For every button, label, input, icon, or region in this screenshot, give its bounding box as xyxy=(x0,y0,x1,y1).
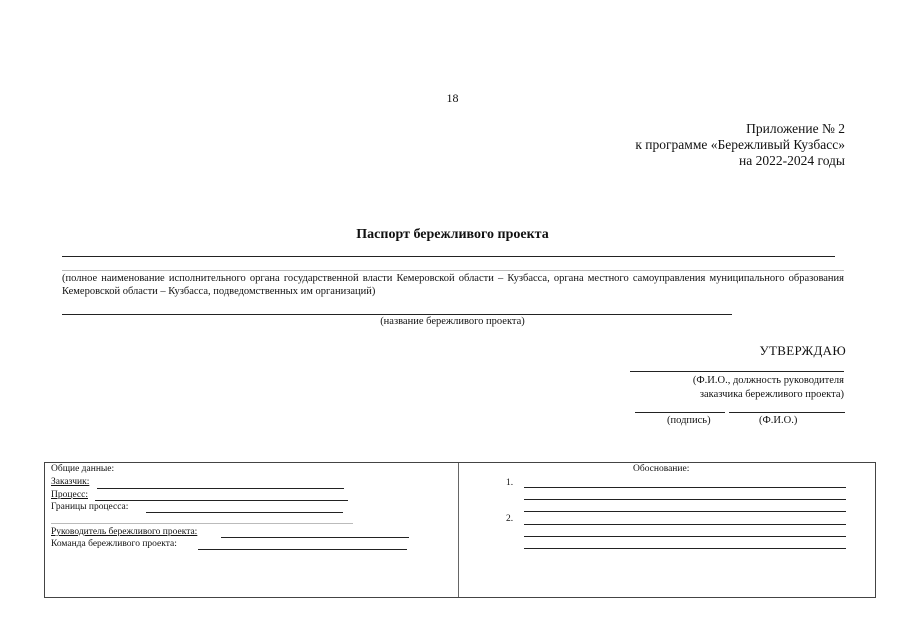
appendix-line-2: к программе «Бережливый Кузбасс» xyxy=(635,137,845,152)
customer-label: Заказчик: xyxy=(51,477,90,487)
process-field-line[interactable] xyxy=(95,500,348,501)
rationale-item-1-number: 1. xyxy=(506,478,514,488)
approver-caption-line-1: (Ф.И.О., должность руководителя xyxy=(692,375,844,386)
approve-heading: УТВЕРЖДАЮ xyxy=(759,343,846,358)
project-leader-field-line[interactable] xyxy=(221,537,409,538)
project-name-caption: (название бережливого проекта) xyxy=(380,316,525,327)
table-column-divider xyxy=(458,463,459,597)
fio-label: (Ф.И.О.) xyxy=(759,415,798,426)
project-name-line xyxy=(62,314,732,315)
appendix-line-3: на 2022-2024 годы xyxy=(739,153,845,168)
document-title: Паспорт бережливого проекта xyxy=(356,227,549,242)
org-name-line-2 xyxy=(62,270,844,271)
rationale-heading: Обоснование: xyxy=(633,464,690,474)
appendix-block xyxy=(635,121,845,169)
general-separator-line xyxy=(51,523,353,524)
signature-line xyxy=(635,412,725,413)
passport-table xyxy=(44,462,876,598)
general-data-heading: Общие данные: xyxy=(51,464,115,474)
project-leader-label: Руководитель бережливого проекта: xyxy=(51,527,198,537)
org-name-caption: (полное наименование исполнительного органа государственной власти Кемеровской области – Кузбасса, органа местного самоуправления муниципального образования Кемеровской области – Кузбасса, подведомственных им организаций) xyxy=(62,273,844,297)
appendix-line-1: Приложение № 2 xyxy=(746,121,845,136)
signature-label: (подпись) xyxy=(667,415,711,426)
rationale-item-2-line-3[interactable] xyxy=(524,548,846,549)
process-boundaries-label: Границы процесса: xyxy=(51,502,129,512)
rationale-item-2-number: 2. xyxy=(506,514,514,524)
rationale-item-2-line-1[interactable] xyxy=(524,524,846,525)
rationale-item-1-line-3[interactable] xyxy=(524,511,846,512)
customer-field-line[interactable] xyxy=(97,488,344,489)
project-team-label: Команда бережливого проекта: xyxy=(51,539,177,549)
fio-line xyxy=(729,412,845,413)
approver-line xyxy=(630,371,844,372)
page-number: 18 xyxy=(446,91,459,105)
process-label: Процесс: xyxy=(51,490,88,500)
approver-caption-line-2: заказчика бережливого проекта) xyxy=(699,389,844,400)
org-name-line-1 xyxy=(62,256,835,257)
rationale-item-1-line-1[interactable] xyxy=(524,487,846,488)
process-boundaries-field-line[interactable] xyxy=(146,512,343,513)
rationale-item-1-line-2[interactable] xyxy=(524,499,846,500)
rationale-item-2-line-2[interactable] xyxy=(524,536,846,537)
project-team-field-line[interactable] xyxy=(198,549,407,550)
approver-caption xyxy=(630,374,844,402)
